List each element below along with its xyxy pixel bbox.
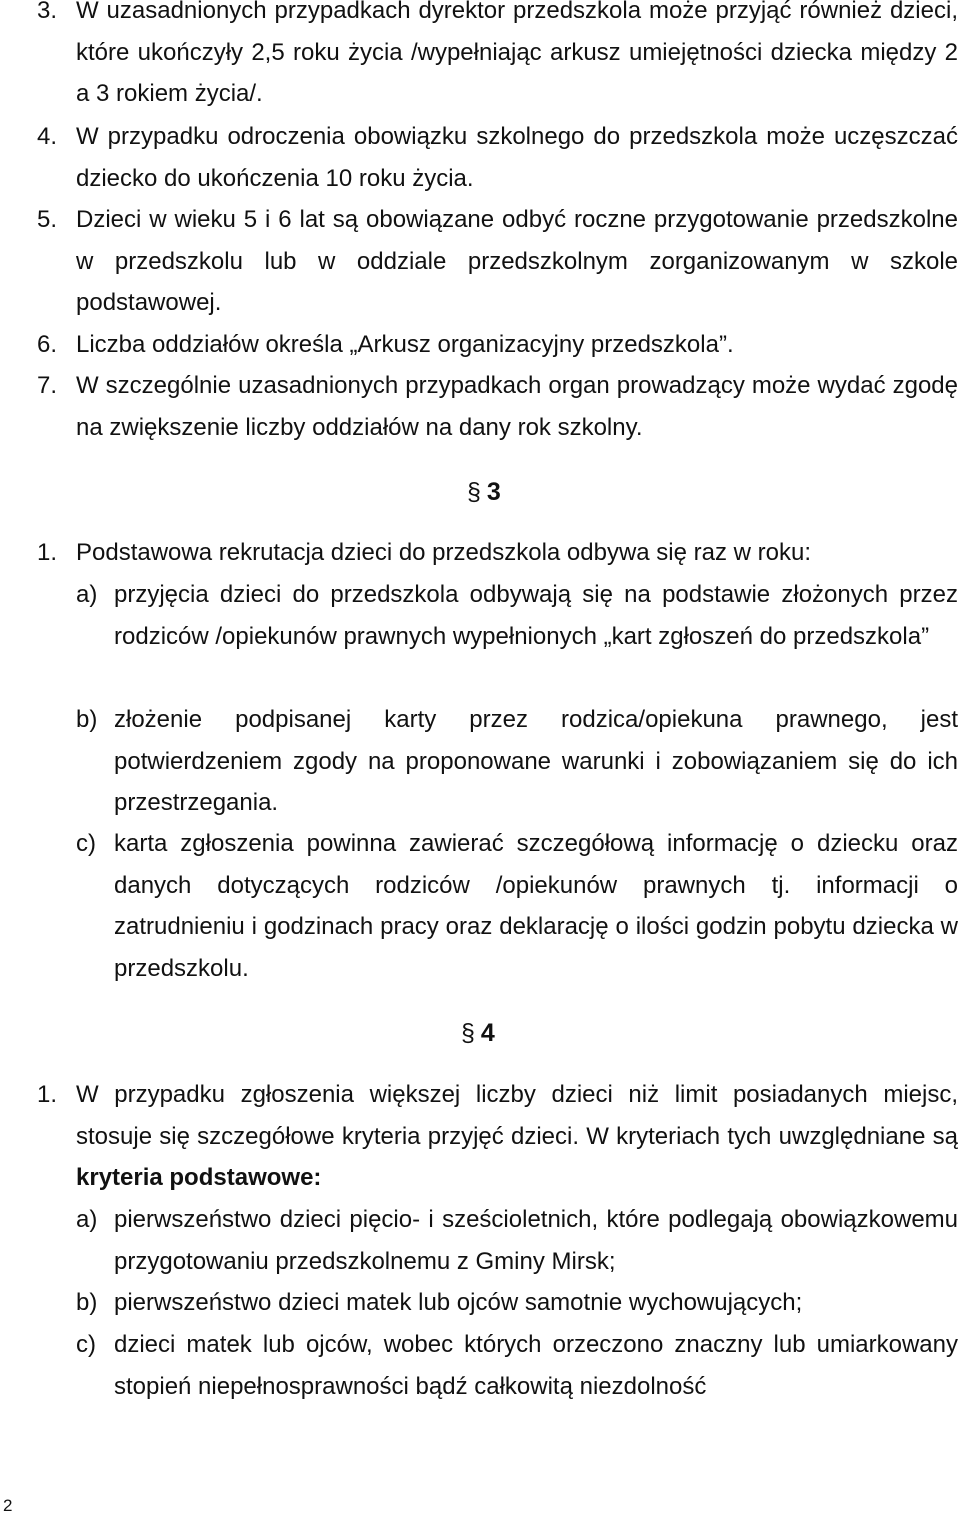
item-text bbox=[37, 1074, 958, 1199]
sub-list-item bbox=[76, 574, 958, 657]
paragraph-symbol: § bbox=[467, 478, 481, 506]
sub-list-item bbox=[76, 699, 958, 824]
item-letter: c) bbox=[76, 830, 96, 857]
item-text: dzieci matek lub ojców, wobec których orzeczono znaczny lub umiarkowany stopień niepełnosprawności bądź całkowitą niezdolność bbox=[114, 1331, 958, 1400]
list-item bbox=[37, 532, 958, 574]
paragraph-symbol: § bbox=[461, 1019, 475, 1047]
item-text-bold: kryteria podstawowe: bbox=[76, 1164, 322, 1192]
list-item bbox=[37, 1074, 958, 1199]
item-number: 4. bbox=[37, 123, 58, 150]
sub-list-item bbox=[76, 1282, 958, 1324]
item-text: Podstawowa rekrutacja dzieci do przedszkola odbywa się raz w roku: bbox=[76, 539, 812, 566]
item-text: złożenie podpisanej karty przez rodzica/opiekuna prawnego, jest potwierdzeniem zgody na proponowane warunki i zobowiązaniem się do ich przestrzegania. bbox=[114, 706, 958, 817]
item-number: 1. bbox=[37, 539, 58, 566]
item-text: W uzasadnionych przypadkach dyrektor przedszkola może przyjąć również dzieci, które ukończyły 2,5 roku życia /wypełniając arkusz umiejętności dziecka między 2 a 3 rokiem życia/. bbox=[76, 0, 958, 108]
item-text: przyjęcia dzieci do przedszkola odbywają się na podstawie złożonych przez rodziców /opiekunów prawnych wypełnionych „kart zgłoszeń do przedszkola” bbox=[114, 581, 958, 650]
item-number: 7. bbox=[37, 372, 58, 399]
list-item bbox=[37, 0, 958, 115]
item-letter: a) bbox=[76, 1206, 98, 1233]
sub-list-item bbox=[76, 823, 958, 990]
section-number: 4 bbox=[480, 1019, 495, 1047]
item-number: 3. bbox=[37, 0, 58, 24]
list-item bbox=[37, 324, 958, 366]
item-text-regular: W przypadku zgłoszenia większej liczby dzieci niż limit posiadanych miejsc, stosuje się szczegółowe kryteria przyjęć dzieci. W kryteriach tych uwzględniane są bbox=[76, 1081, 958, 1150]
item-text: W szczególnie uzasadnionych przypadkach organ prowadzący może wydać zgodę na zwiększenie liczby oddziałów na dany rok szkolny. bbox=[76, 372, 958, 441]
item-text: pierwszeństwo dzieci matek lub ojców samotnie wychowujących; bbox=[114, 1289, 803, 1316]
page-number: 2 bbox=[3, 1496, 13, 1515]
item-text: Liczba oddziałów określa „Arkusz organizacyjny przedszkola”. bbox=[76, 331, 734, 358]
list-item bbox=[37, 199, 958, 324]
list-item bbox=[37, 116, 958, 199]
item-number: 6. bbox=[37, 331, 58, 358]
item-text: karta zgłoszenia powinna zawierać szczegółową informację o dziecku oraz danych dotyczących rodziców /opiekunów prawnych tj. informacji o zatrudnieniu i godzinach pracy oraz deklarację o ilości godzin pobytu dziecka w przedszkolu. bbox=[114, 830, 958, 983]
item-letter: b) bbox=[76, 1289, 98, 1316]
sub-list-item bbox=[76, 1324, 958, 1407]
section-heading-4 bbox=[461, 1018, 495, 1048]
list-item bbox=[37, 365, 958, 448]
item-letter: a) bbox=[76, 581, 98, 608]
sub-list-item bbox=[76, 1199, 958, 1282]
item-number: 1. bbox=[37, 1081, 58, 1108]
item-number: 5. bbox=[37, 206, 58, 233]
item-letter: b) bbox=[76, 706, 98, 733]
item-letter: c) bbox=[76, 1331, 96, 1358]
item-text: W przypadku odroczenia obowiązku szkolnego do przedszkola może uczęszczać dziecko do ukończenia 10 roku życia. bbox=[76, 123, 958, 192]
section-number: 3 bbox=[486, 478, 501, 506]
item-text: pierwszeństwo dzieci pięcio- i sześcioletnich, które podlegają obowiązkowemu przygotowaniu przedszkolnemu z Gminy Mirsk; bbox=[114, 1206, 958, 1275]
section-heading-3 bbox=[467, 477, 501, 507]
item-text: Dzieci w wieku 5 i 6 lat są obowiązane odbyć roczne przygotowanie przedszkolne w przedszkolu lub w oddziale przedszkolnym zorganizowanym w szkole podstawowej. bbox=[76, 206, 958, 317]
